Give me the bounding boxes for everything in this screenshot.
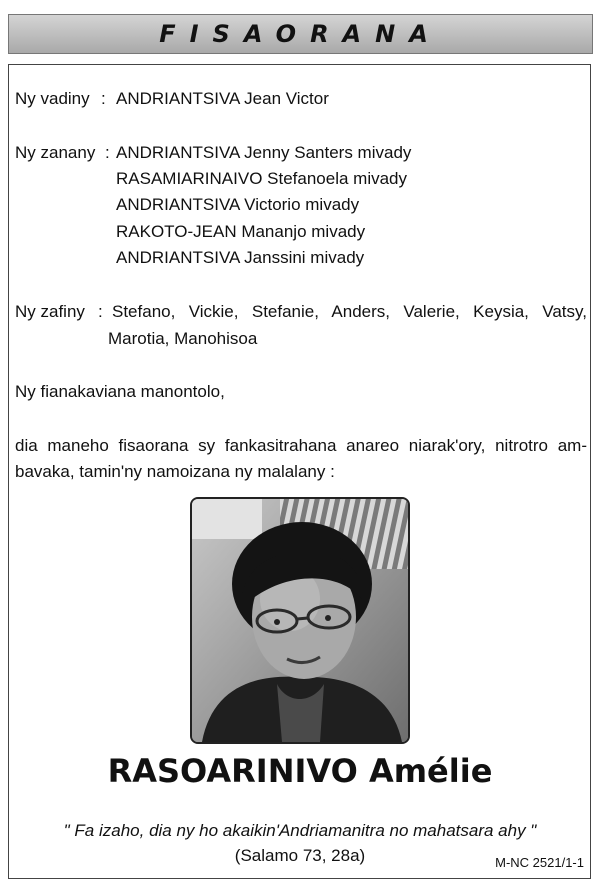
vadiny-name: ANDRIANTSIVA Jean Victor — [116, 89, 329, 108]
zanany-name: ANDRIANTSIVA Victorio mivady — [116, 195, 360, 214]
page-title: FISAORANA — [159, 20, 442, 48]
portrait-photo — [190, 497, 410, 744]
zanany-label: Ny zanany — [15, 143, 96, 162]
thanks-message-line1: dia maneho fisaorana sy fankasitrahana anareo niarak'ory, nitrotro am- — [15, 436, 587, 455]
vadiny-separator: : — [101, 89, 106, 108]
thanks-message-line2: bavaka, tamin'ny namoizana ny malalany : — [15, 462, 335, 481]
zafiny-names-line2: Marotia, Manohisoa — [108, 329, 258, 348]
bible-reference: (Salamo 73, 28a) — [234, 846, 366, 865]
zafiny-separator: : — [98, 302, 103, 321]
zanany-name: RASAMIARINAIVO Stefanoela mivady — [116, 169, 408, 188]
zanany-name: ANDRIANTSIVA Jenny Santers mivady — [116, 143, 412, 162]
zanany-name: RAKOTO-JEAN Mananjo mivady — [116, 222, 366, 241]
zafiny-names-line1: Stefano, Vickie, Stefanie, Anders, Valerie, Keysia, Vatsy, — [112, 302, 587, 321]
family-line: Ny fianakaviana manontolo, — [15, 382, 225, 401]
zanany-name: ANDRIANTSIVA Janssini mivady — [116, 248, 365, 267]
portrait-illustration — [192, 499, 408, 742]
vadiny-label: Ny vadiny — [15, 89, 90, 108]
deceased-name: RASOARINIVO Amélie — [107, 752, 493, 790]
zafiny-label: Ny zafiny — [15, 302, 85, 321]
bible-quote: " Fa izaho, dia ny ho akaikin'Andriamanitra no mahatsara ahy " — [63, 821, 537, 840]
zanany-separator: : — [105, 143, 110, 162]
ad-code: M-NC 2521/1-1 — [495, 855, 584, 870]
header-banner — [8, 14, 593, 54]
